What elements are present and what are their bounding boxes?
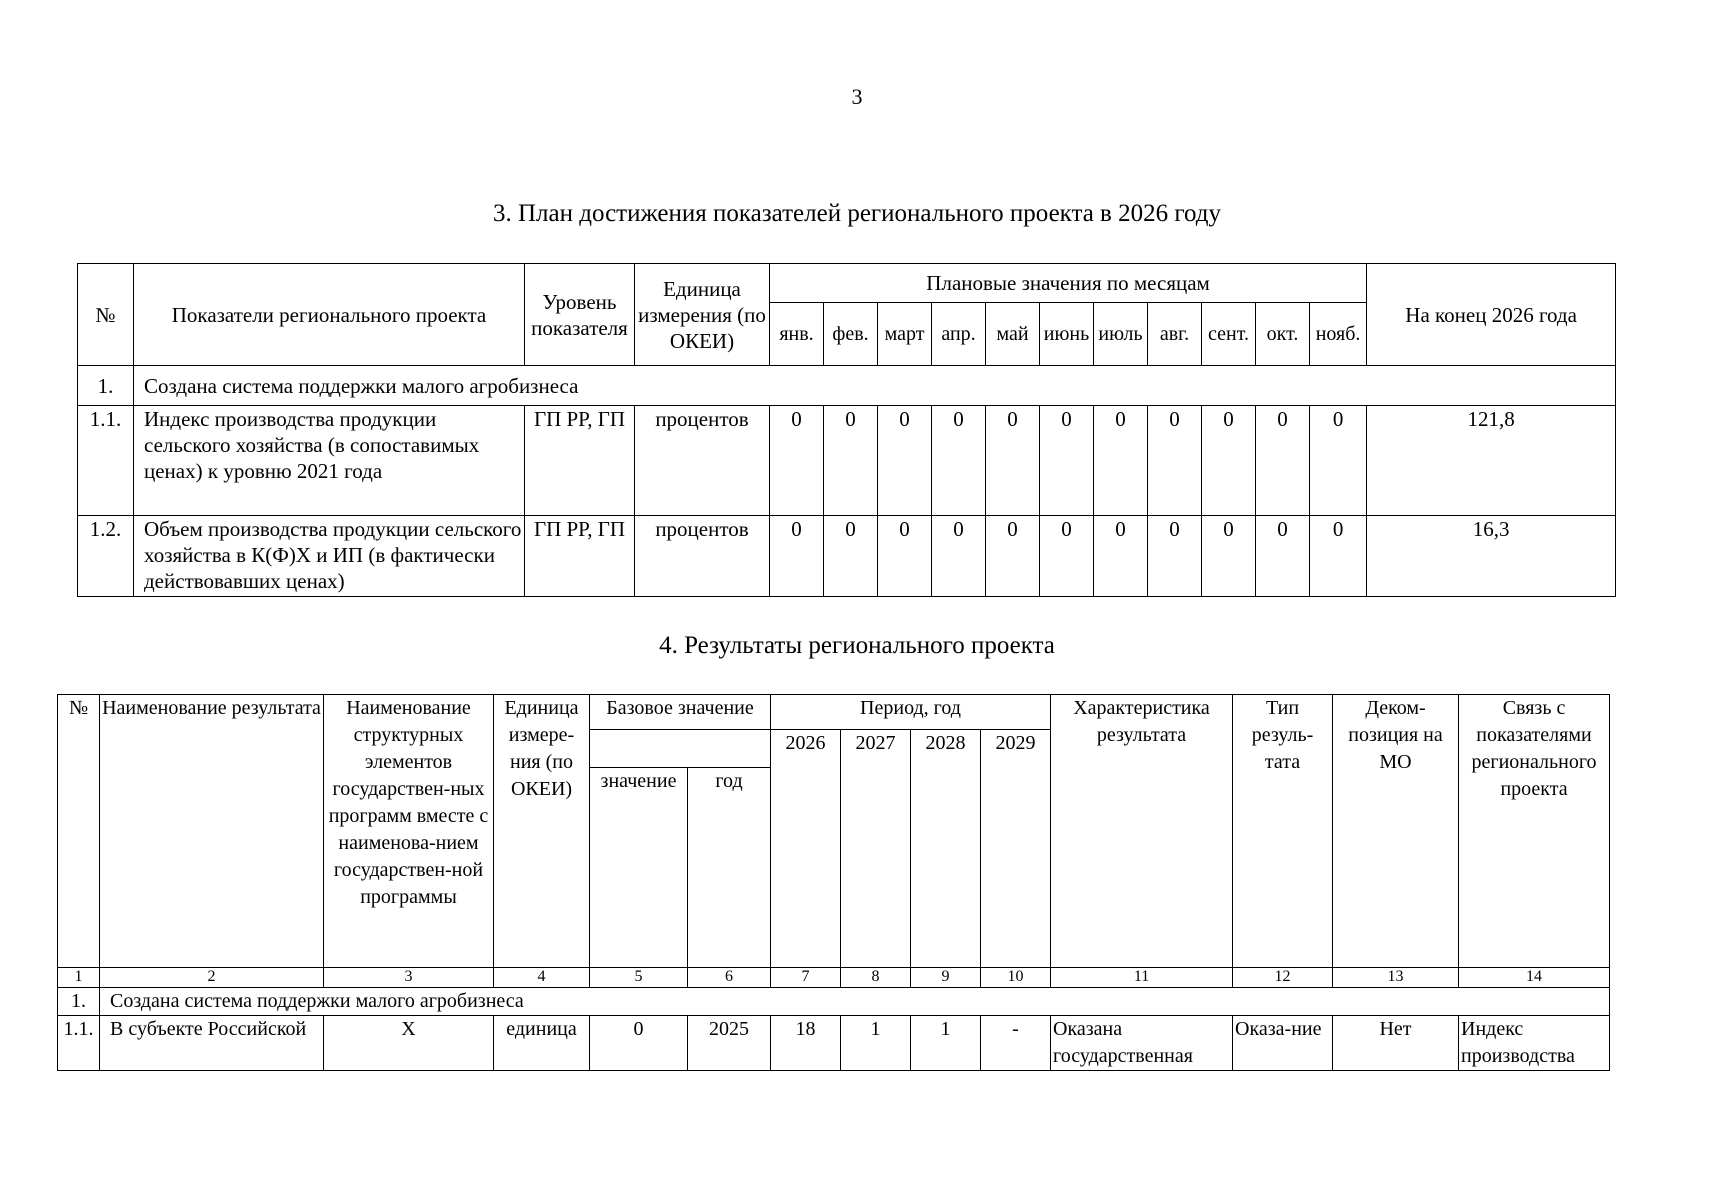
header-year: 2026 [771,730,841,968]
row-result-type: Оказа-ние [1233,1016,1333,1071]
row-month-value: 0 [1256,516,1310,597]
column-number: 11 [1051,968,1233,988]
row-indicator-name: Индекс производства продукции сельского хозяйства (в сопоставимых ценах) к уровню 2021 года [134,406,525,516]
row-num: 1.1. [58,1016,100,1071]
column-number: 13 [1333,968,1459,988]
row-result-name: В субъекте Российской [100,1016,324,1071]
section-3-title: 3. План достижения показателей регионального проекта в 2026 году [492,200,1221,227]
header-month: июль [1094,303,1148,366]
row-month-value: 0 [986,516,1040,597]
row-month-value: 0 [1148,516,1202,597]
group-num: 1. [78,366,134,406]
row-num: 1.2. [78,516,134,597]
column-number: 4 [494,968,590,988]
row-month-value: 0 [1040,516,1094,597]
indicators-plan-table [77,263,1616,597]
column-number: 10 [981,968,1051,988]
header-decomposition: Деком-позиция на МО [1333,695,1459,968]
table-row [58,1016,1610,1071]
column-number: 14 [1459,968,1610,988]
column-number: 5 [590,968,688,988]
row-level: ГП РР, ГП [525,516,635,597]
row-structural-element: Х [324,1016,494,1071]
column-number: 12 [1233,968,1333,988]
header-result-name: Наименование результата [100,695,324,968]
header-month: янв. [770,303,824,366]
row-month-value: 0 [824,516,878,597]
column-number: 9 [911,968,981,988]
row-month-value: 0 [878,516,932,597]
header-num: № [58,695,100,968]
header-month: март [878,303,932,366]
header-characteristic: Характеристика результата [1051,695,1233,968]
column-numbers-row [58,968,1610,988]
header-month: июнь [1040,303,1094,366]
header-year-end: На конец 2026 года [1367,264,1616,366]
column-number: 1 [58,968,100,988]
table-row [78,516,1616,597]
header-planned-monthly: Плановые значения по месяцам [770,264,1367,303]
header-base-spacer [590,730,771,768]
header-year: 2029 [981,730,1051,968]
row-year-end-value: 16,3 [1367,516,1616,597]
column-number: 8 [841,968,911,988]
header-month: сент. [1202,303,1256,366]
row-value-2028: 1 [911,1016,981,1071]
header-num: № [78,264,134,366]
row-month-value: 0 [824,406,878,516]
header-level: Уровень показателя [525,264,635,366]
row-month-value: 0 [1256,406,1310,516]
row-indicator-name: Объем производства продукции сельского хозяйства в К(Ф)Х и ИП (в фактически действовавших ценах) [134,516,525,597]
table-row [78,406,1616,516]
row-value-2027: 1 [841,1016,911,1071]
header-month: авг. [1148,303,1202,366]
header-base-value-label: значение [590,768,688,968]
header-unit: Единица измерения (по ОКЕИ) [635,264,770,366]
header-month: фев. [824,303,878,366]
header-month: май [986,303,1040,366]
row-month-value: 0 [1202,516,1256,597]
row-month-value: 0 [1094,406,1148,516]
header-structural-elements: Наименование структурных элементов государствен-ных программ вместе с наименова-нием государствен-ной программы [324,695,494,968]
row-unit: процентов [635,516,770,597]
row-month-value: 0 [770,406,824,516]
column-number: 6 [688,968,771,988]
section-4-title: 4. Результаты регионального проекта [659,632,1055,659]
header-year: 2028 [911,730,981,968]
row-month-value: 0 [932,516,986,597]
group-name: Создана система поддержки малого агробизнеса [100,988,1610,1016]
row-unit: процентов [635,406,770,516]
row-month-value: 0 [1040,406,1094,516]
row-month-value: 0 [1310,406,1367,516]
header-month: апр. [932,303,986,366]
row-base-value: 0 [590,1016,688,1071]
row-value-2026: 18 [771,1016,841,1071]
header-month: нояб. [1310,303,1367,366]
table-header-row [78,264,1616,303]
row-month-value: 0 [878,406,932,516]
row-level: ГП РР, ГП [525,406,635,516]
header-base-year-label: год [688,768,771,968]
row-num: 1.1. [78,406,134,516]
header-result-type: Тип резуль-тата [1233,695,1333,968]
row-month-value: 0 [986,406,1040,516]
row-base-year: 2025 [688,1016,771,1071]
row-year-end-value: 121,8 [1367,406,1616,516]
row-month-value: 0 [1310,516,1367,597]
header-link-indicators: Связь с показателями регионального проекта [1459,695,1610,968]
header-month: окт. [1256,303,1310,366]
row-value-2029: - [981,1016,1051,1071]
page-number: 3 [851,84,863,109]
row-characteristic: Оказана государственная [1051,1016,1233,1071]
group-row [58,988,1610,1016]
group-row [78,366,1616,406]
row-month-value: 0 [1202,406,1256,516]
row-month-value: 0 [1148,406,1202,516]
row-month-value: 0 [1094,516,1148,597]
results-table [57,694,1610,1071]
group-name: Создана система поддержки малого агробизнеса [134,366,1616,406]
header-year: 2027 [841,730,911,968]
row-link-indicator: Индекс производства [1459,1016,1610,1071]
row-unit: единица [494,1016,590,1071]
column-number: 3 [324,968,494,988]
header-base-value: Базовое значение [590,695,771,730]
header-indicator: Показатели регионального проекта [134,264,525,366]
header-unit: Единица измере-ния (по ОКЕИ) [494,695,590,968]
column-number: 7 [771,968,841,988]
table-header-row [58,695,1610,730]
row-month-value: 0 [770,516,824,597]
row-month-value: 0 [932,406,986,516]
row-decomposition: Нет [1333,1016,1459,1071]
column-number: 2 [100,968,324,988]
header-period: Период, год [771,695,1051,730]
group-num: 1. [58,988,100,1016]
